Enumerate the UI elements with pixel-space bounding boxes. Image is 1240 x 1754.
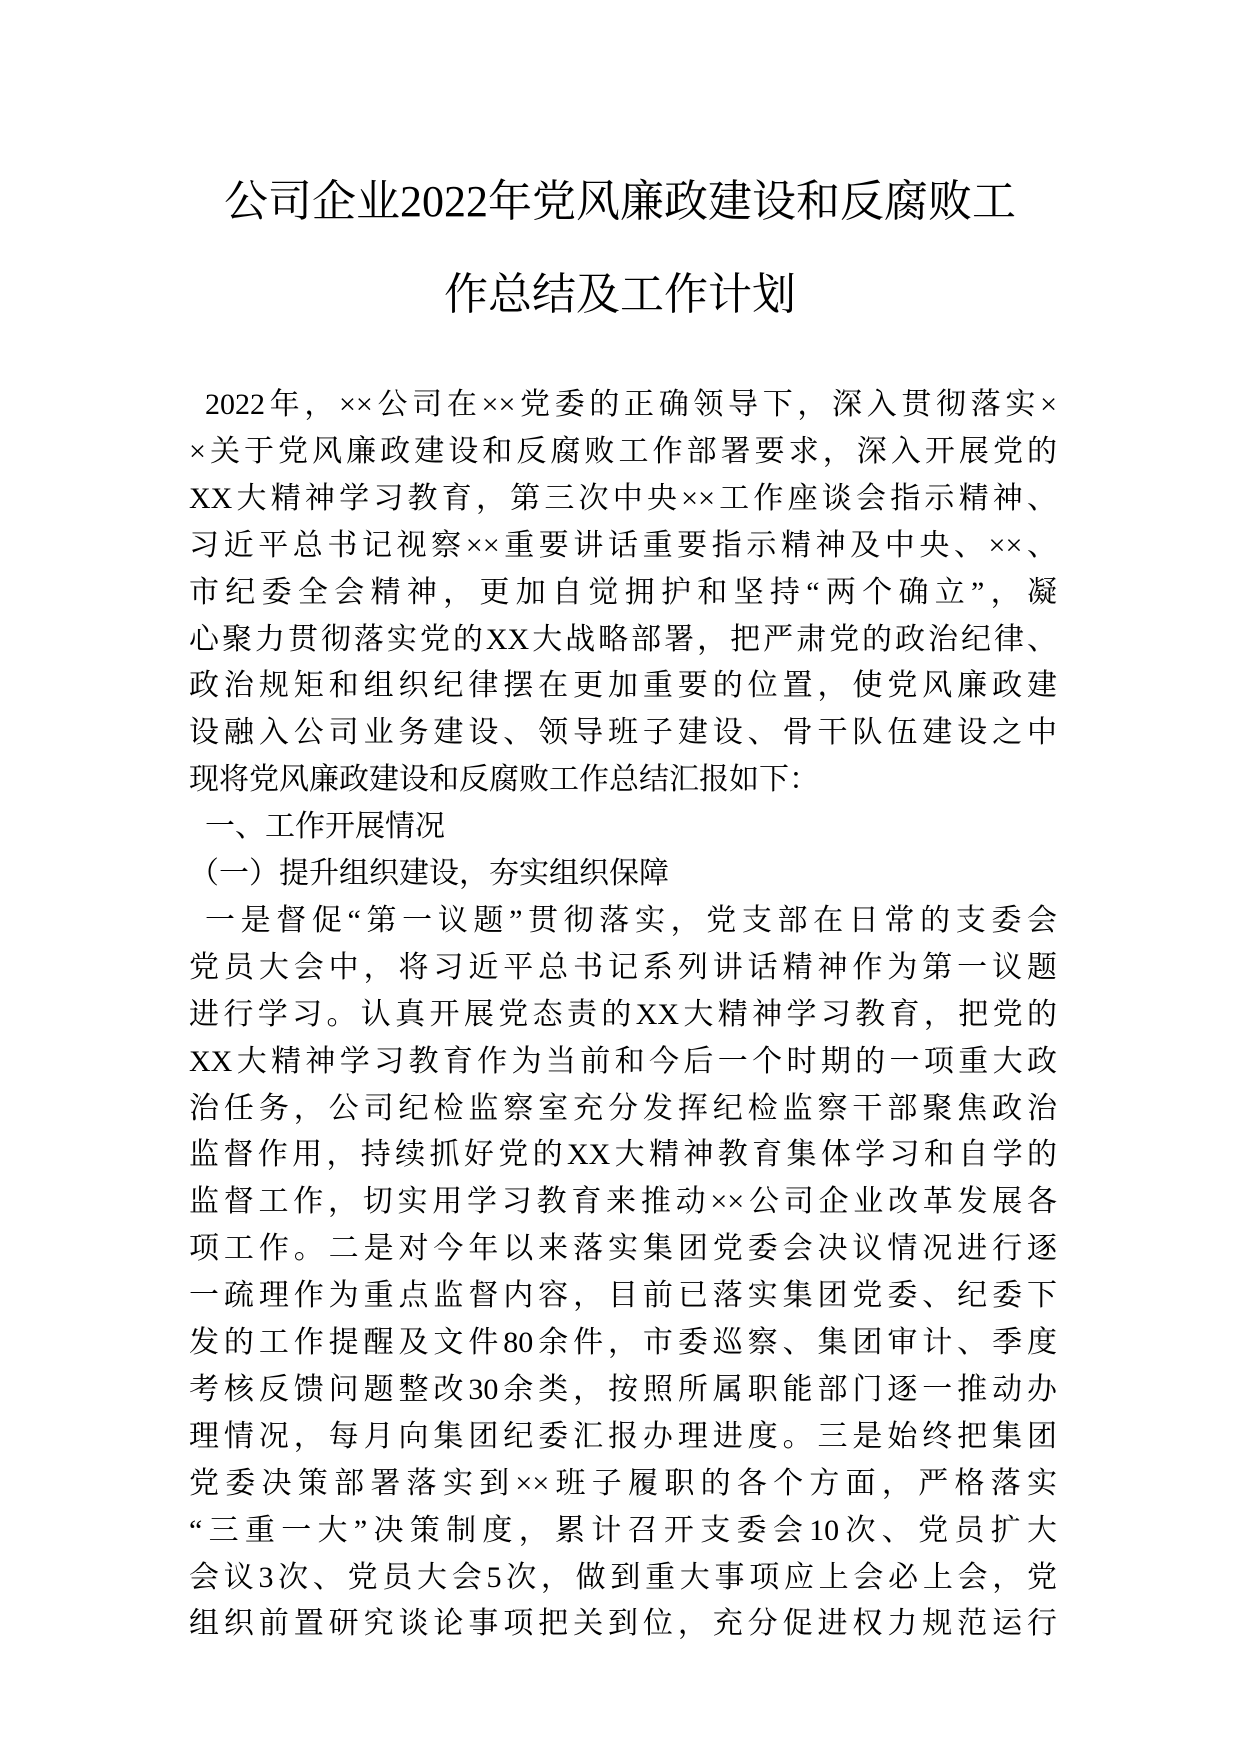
body-text-line: 政治规矩和组织纪律摆在更加重要的位置，使党风廉政建 bbox=[189, 669, 1057, 703]
body-text-line: 会议3次、党员大会5次，做到重大事项应上会必上会，党 bbox=[189, 1560, 1057, 1594]
body-text-line: （一）提升组织建设，夯实组织保障 bbox=[189, 857, 669, 890]
body-text-line: XX大精神学习教育，第三次中央××工作座谈会指示精神、 bbox=[189, 481, 1057, 515]
body-text-line: 发的工作提醒及文件80余件，市委巡察、集团审计、季度 bbox=[189, 1326, 1057, 1359]
body-text-line: 一是督促“第一议题”贯彻落实，党支部在日常的支委会 bbox=[205, 903, 1057, 937]
body-text-line: 心聚力贯彻落实党的XX大战略部署，把严肃党的政治纪律、 bbox=[189, 622, 1057, 656]
body-text-line: 现将党风廉政建设和反腐败工作总结汇报如下： bbox=[189, 763, 819, 797]
body-text-line: 进行学习。认真开展党态责的XX大精神学习教育，把党的 bbox=[189, 997, 1057, 1031]
body-text-line: 习近平总书记视察××重要讲话重要指示精神及中央、××、 bbox=[189, 528, 1057, 562]
document-title-line-1: 公司企业2022年党风廉政建设和反腐败工 bbox=[224, 177, 1016, 226]
body-text-line: ×关于党风廉政建设和反腐败工作部署要求，深入开展党的 bbox=[189, 434, 1057, 468]
document-title-line-2: 作总结及工作计划 bbox=[444, 270, 796, 319]
body-text-line: 设融入公司业务建设、领导班子建设、骨干队伍建设之中 bbox=[189, 716, 1057, 750]
body-text-line: “三重一大”决策制度，累计召开支委会10次、党员扩大 bbox=[189, 1513, 1057, 1547]
body-text-line: 党委决策部署落实到××班子履职的各个方面，严格落实 bbox=[189, 1466, 1057, 1500]
body-text-line: 组织前置研究谈论事项把关到位，充分促进权力规范运行 bbox=[189, 1607, 1057, 1641]
body-text-line: 监督工作，切实用学习教育来推动××公司企业改革发展各 bbox=[189, 1185, 1057, 1219]
body-text-line: 一疏理作为重点监督内容，目前已落实集团党委、纪委下 bbox=[189, 1279, 1057, 1313]
body-text-line: 项工作。二是对今年以来落实集团党委会决议情况进行逐 bbox=[189, 1232, 1057, 1266]
body-text-line: 理情况，每月向集团纪委汇报办理进度。三是始终把集团 bbox=[189, 1419, 1057, 1453]
body-text-line: 监督作用，持续抓好党的XX大精神教育集体学习和自学的 bbox=[189, 1138, 1057, 1172]
body-text-line: 一、工作开展情况 bbox=[205, 810, 445, 844]
body-text-line: 考核反馈问题整改30余类，按照所属职能部门逐一推动办 bbox=[189, 1372, 1057, 1406]
body-text-line: 2022年，××公司在××党委的正确领导下，深入贯彻落实× bbox=[205, 388, 1057, 421]
body-text-line: 市纪委全会精神，更加自觉拥护和坚持“两个确立”，凝 bbox=[189, 575, 1057, 609]
body-text-line: 治任务，公司纪检监察室充分发挥纪检监察干部聚焦政治 bbox=[189, 1091, 1057, 1125]
body-text-line: 党员大会中，将习近平总书记系列讲话精神作为第一议题 bbox=[189, 950, 1057, 984]
body-text-line: XX大精神学习教育作为当前和今后一个时期的一项重大政 bbox=[189, 1044, 1057, 1078]
